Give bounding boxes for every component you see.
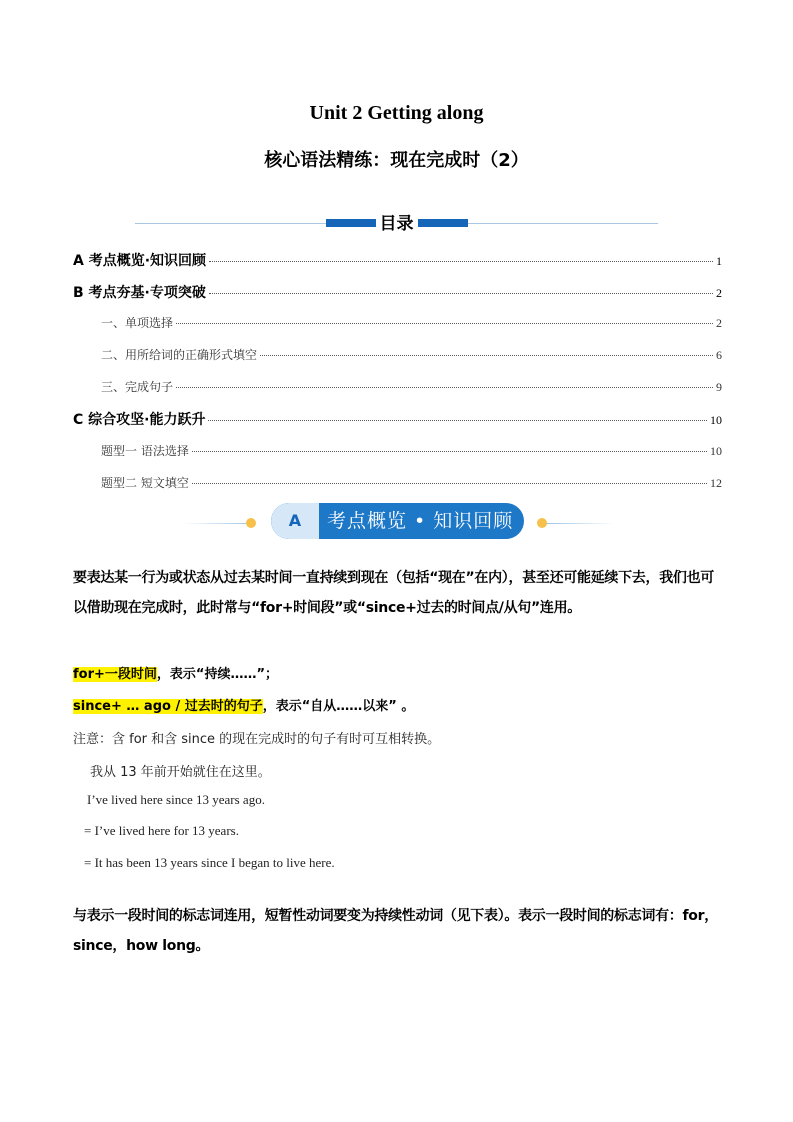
toc-item-label: 一、单项选择 bbox=[101, 316, 174, 330]
toc-page-number: 12 bbox=[710, 476, 722, 490]
toc-item-label: 二、用所给词的正确形式填空 bbox=[101, 348, 258, 362]
toc-leader bbox=[209, 261, 713, 262]
toc-item-a[interactable] bbox=[73, 250, 722, 270]
banner-letter: A bbox=[288, 511, 302, 530]
document-subtitle: 核心语法精练：现在完成时（2） bbox=[264, 150, 529, 171]
toc-leader bbox=[176, 323, 713, 324]
toc-item-label: A 考点概览·知识回顾 bbox=[73, 253, 207, 269]
toc-item-b1[interactable] bbox=[101, 314, 722, 331]
toc-page-number: 2 bbox=[716, 286, 722, 300]
toc-page-number: 1 bbox=[716, 254, 722, 268]
toc-page-number: 6 bbox=[716, 348, 722, 362]
toc-item-b3[interactable] bbox=[101, 378, 722, 395]
toc-item-b2[interactable] bbox=[101, 346, 722, 363]
toc-item-c2[interactable] bbox=[101, 474, 722, 491]
outro-paragraph: 与表示一段时间的标志词连用，短暂性动词要变为持续性动词（见下表）。表示一段时间的标志词有：for，since，how long。 bbox=[73, 908, 718, 954]
toc-item-c[interactable] bbox=[73, 409, 722, 429]
toc-leader bbox=[209, 293, 713, 294]
rule-for-text: ，表示“持续……”； bbox=[156, 667, 278, 682]
toc-page-number: 10 bbox=[710, 413, 722, 427]
rule-since bbox=[73, 695, 414, 714]
toc-heading: 目录 bbox=[379, 214, 414, 234]
toc-item-b[interactable] bbox=[73, 282, 722, 302]
rule-since-highlight: since+ … ago / 过去时的句子 bbox=[73, 699, 263, 714]
rule-for-highlight: for+一段时间 bbox=[73, 667, 157, 682]
section-banner bbox=[271, 503, 524, 539]
banner-line-left bbox=[183, 523, 253, 524]
toc-item-label: 题型一 语法选择 bbox=[101, 444, 189, 458]
intro-paragraph: 要表达某一行为或状态从过去某时间一直持续到现在（包括“现在”在内），甚至还可能延续下去，我们也可以借助现在完成时，此时常与“for+时间段”或“since+过去的时间点/从句”连用。 bbox=[73, 570, 715, 616]
toc-page-number: 2 bbox=[716, 316, 722, 330]
toc-leader bbox=[192, 451, 707, 452]
toc-leader bbox=[208, 420, 707, 421]
rule-for bbox=[73, 663, 278, 682]
banner-dot-left bbox=[246, 518, 256, 528]
toc-item-label: 题型二 短文填空 bbox=[101, 476, 189, 490]
toc-item-c1[interactable] bbox=[101, 442, 722, 459]
example-sentence-2: = I’ve lived here for 13 years. bbox=[84, 823, 239, 838]
toc-leader bbox=[176, 387, 713, 388]
banner-dot-right bbox=[537, 518, 547, 528]
toc-page-number: 10 bbox=[710, 444, 722, 458]
toc-item-label: 三、完成句子 bbox=[101, 380, 174, 394]
banner-line-right bbox=[545, 523, 615, 524]
toc-page-number: 9 bbox=[716, 380, 722, 394]
banner-title: 考点概览 • 知识回顾 bbox=[327, 510, 514, 532]
toc-item-label: B 考点夯基·专项突破 bbox=[73, 285, 206, 301]
toc-leader bbox=[192, 483, 707, 484]
toc-item-label: C 综合攻坚·能力跃升 bbox=[73, 412, 206, 428]
example-sentence-3: = It has been 13 years since I began to live here. bbox=[84, 855, 335, 870]
document-title: Unit 2 Getting along bbox=[309, 102, 484, 124]
rule-since-text: ，表示“自从……以来” 。 bbox=[262, 699, 415, 714]
example-sentence-1: I’ve lived here since 13 years ago. bbox=[87, 792, 265, 807]
example-chinese: 我从 13 年前开始就住在这里。 bbox=[90, 765, 271, 780]
toc-leader bbox=[260, 355, 713, 356]
note-text: 注意：含 for 和含 since 的现在完成时的句子有时可互相转换。 bbox=[73, 732, 441, 747]
